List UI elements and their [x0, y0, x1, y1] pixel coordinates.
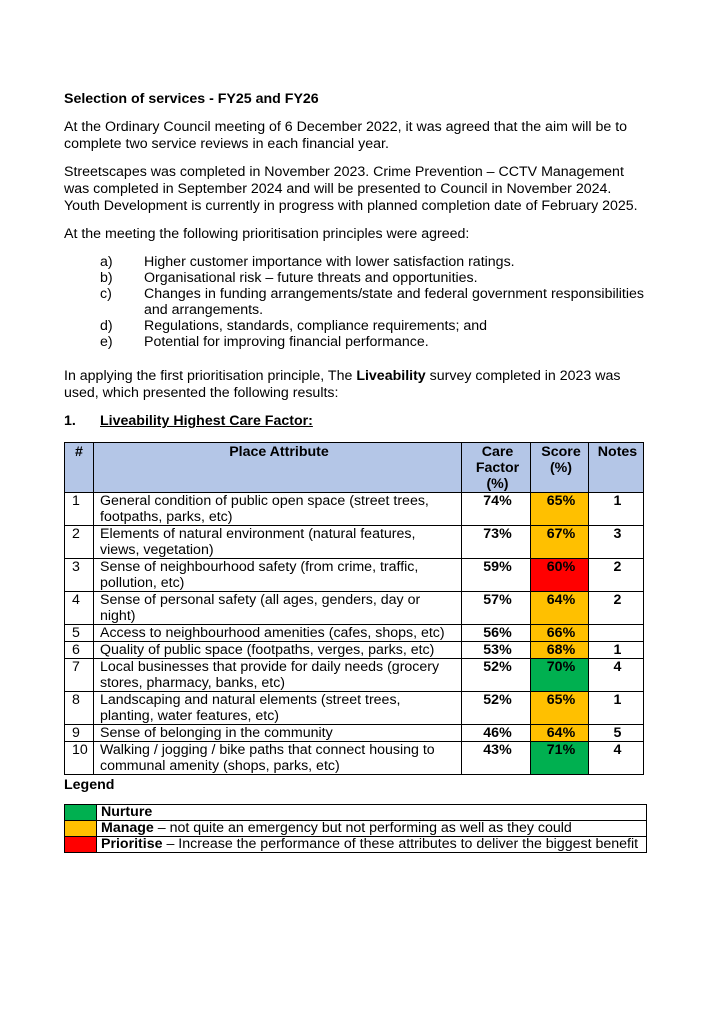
row-notes: 2	[589, 559, 644, 592]
row-care-factor: 73%	[462, 526, 531, 559]
list-item: a) Higher customer importance with lower satisfaction ratings.	[100, 254, 515, 270]
row-attribute: Elements of natural environment (natural features, views, vegetation)	[94, 526, 462, 559]
row-attribute: Sense of personal safety (all ages, genders, day or night)	[94, 592, 462, 625]
row-attribute: Access to neighbourhood amenities (cafes, shops, etc)	[94, 625, 462, 642]
principles-list	[64, 254, 644, 350]
row-num: 2	[65, 526, 94, 559]
row-score: 60%	[531, 559, 589, 592]
row-notes: 2	[589, 592, 644, 625]
paragraph-meeting: At the Ordinary Council meeting of 6 December 2022, it was agreed that the aim will be to complete two service reviews in each financial year.	[64, 119, 628, 152]
document-page	[64, 91, 644, 853]
legend-swatch	[65, 821, 97, 837]
table-row	[65, 725, 644, 742]
row-score: 68%	[531, 642, 589, 659]
row-score: 66%	[531, 625, 589, 642]
table-row	[65, 592, 644, 625]
col-header-notes: Notes	[589, 443, 644, 493]
row-notes: 4	[589, 659, 644, 692]
row-attribute: Sense of neighbourhood safety (from crime, traffic, pollution, etc)	[94, 559, 462, 592]
row-num: 9	[65, 725, 94, 742]
row-care-factor: 74%	[462, 493, 531, 526]
row-num: 10	[65, 742, 94, 775]
row-care-factor: 59%	[462, 559, 531, 592]
legend-table	[64, 804, 647, 853]
row-num: 7	[65, 659, 94, 692]
row-care-factor: 57%	[462, 592, 531, 625]
page-title: Selection of services - FY25 and FY26	[64, 91, 319, 107]
row-care-factor: 46%	[462, 725, 531, 742]
row-notes: 1	[589, 642, 644, 659]
row-attribute: Walking / jogging / bike paths that connect housing to communal amenity (shops, parks, etc)	[94, 742, 462, 775]
row-notes: 1	[589, 692, 644, 725]
legend-row	[65, 805, 647, 821]
col-header-num: #	[65, 443, 94, 493]
paragraph-progress: Streetscapes was completed in November 2023. Crime Prevention – CCTV Management was completed in September 2024 and will be presented to Council in November 2024. Youth Development is currently in progress with planned completion date of February 2025.	[64, 164, 638, 214]
list-item: d) Regulations, standards, compliance requirements; and	[100, 318, 488, 334]
legend-swatch	[65, 805, 97, 821]
row-notes: 5	[589, 725, 644, 742]
legend-title: Legend	[64, 777, 115, 793]
col-header-score: Score (%)	[531, 443, 589, 493]
row-num: 5	[65, 625, 94, 642]
paragraph-principles-intro: At the meeting the following prioritisation principles were agreed:	[64, 226, 470, 242]
table-row	[65, 625, 644, 642]
row-num: 1	[65, 493, 94, 526]
row-score: 64%	[531, 725, 589, 742]
row-attribute: General condition of public open space (street trees, footpaths, parks, etc)	[94, 493, 462, 526]
list-item: c) Changes in funding arrangements/state and federal government responsibilities and arrangements.	[100, 286, 644, 318]
row-num: 6	[65, 642, 94, 659]
col-header-attribute: Place Attribute	[94, 443, 462, 493]
table-row	[65, 742, 644, 775]
row-notes: 1	[589, 493, 644, 526]
row-attribute: Quality of public space (footpaths, verges, parks, etc)	[94, 642, 462, 659]
row-notes	[589, 625, 644, 642]
table-row	[65, 526, 644, 559]
row-care-factor: 52%	[462, 659, 531, 692]
legend-text: Manage – not quite an emergency but not performing as well as they could	[97, 821, 647, 837]
table-row	[65, 493, 644, 526]
table-row	[65, 659, 644, 692]
row-score: 70%	[531, 659, 589, 692]
row-notes: 4	[589, 742, 644, 775]
list-item: e) Potential for improving financial performance.	[100, 334, 429, 350]
table-header-row	[65, 443, 644, 493]
row-num: 4	[65, 592, 94, 625]
table-row	[65, 642, 644, 659]
row-score: 65%	[531, 692, 589, 725]
row-score: 67%	[531, 526, 589, 559]
table-row	[65, 559, 644, 592]
table-row	[65, 692, 644, 725]
legend-row	[65, 821, 647, 837]
row-score: 71%	[531, 742, 589, 775]
row-care-factor: 43%	[462, 742, 531, 775]
row-attribute: Local businesses that provide for daily needs (grocery stores, pharmacy, banks, etc)	[94, 659, 462, 692]
legend-text: Prioritise – Increase the performance of these attributes to deliver the biggest benefit	[97, 837, 647, 853]
row-notes: 3	[589, 526, 644, 559]
liveability-table	[64, 442, 644, 775]
row-score: 65%	[531, 493, 589, 526]
row-care-factor: 52%	[462, 692, 531, 725]
row-num: 8	[65, 692, 94, 725]
col-header-care: Care Factor (%)	[462, 443, 531, 493]
paragraph-liveability: In applying the first prioritisation principle, The Liveability survey completed in 2023 was used, which presented the following results:	[64, 368, 621, 401]
section-title: 1. Liveability Highest Care Factor:	[64, 413, 313, 429]
row-care-factor: 56%	[462, 625, 531, 642]
legend-swatch	[65, 837, 97, 853]
row-score: 64%	[531, 592, 589, 625]
legend-text: Nurture	[97, 805, 647, 821]
legend-row	[65, 837, 647, 853]
row-attribute: Landscaping and natural elements (street trees, planting, water features, etc)	[94, 692, 462, 725]
row-num: 3	[65, 559, 94, 592]
list-item: b) Organisational risk – future threats and opportunities.	[100, 270, 478, 286]
row-care-factor: 53%	[462, 642, 531, 659]
row-attribute: Sense of belonging in the community	[94, 725, 462, 742]
